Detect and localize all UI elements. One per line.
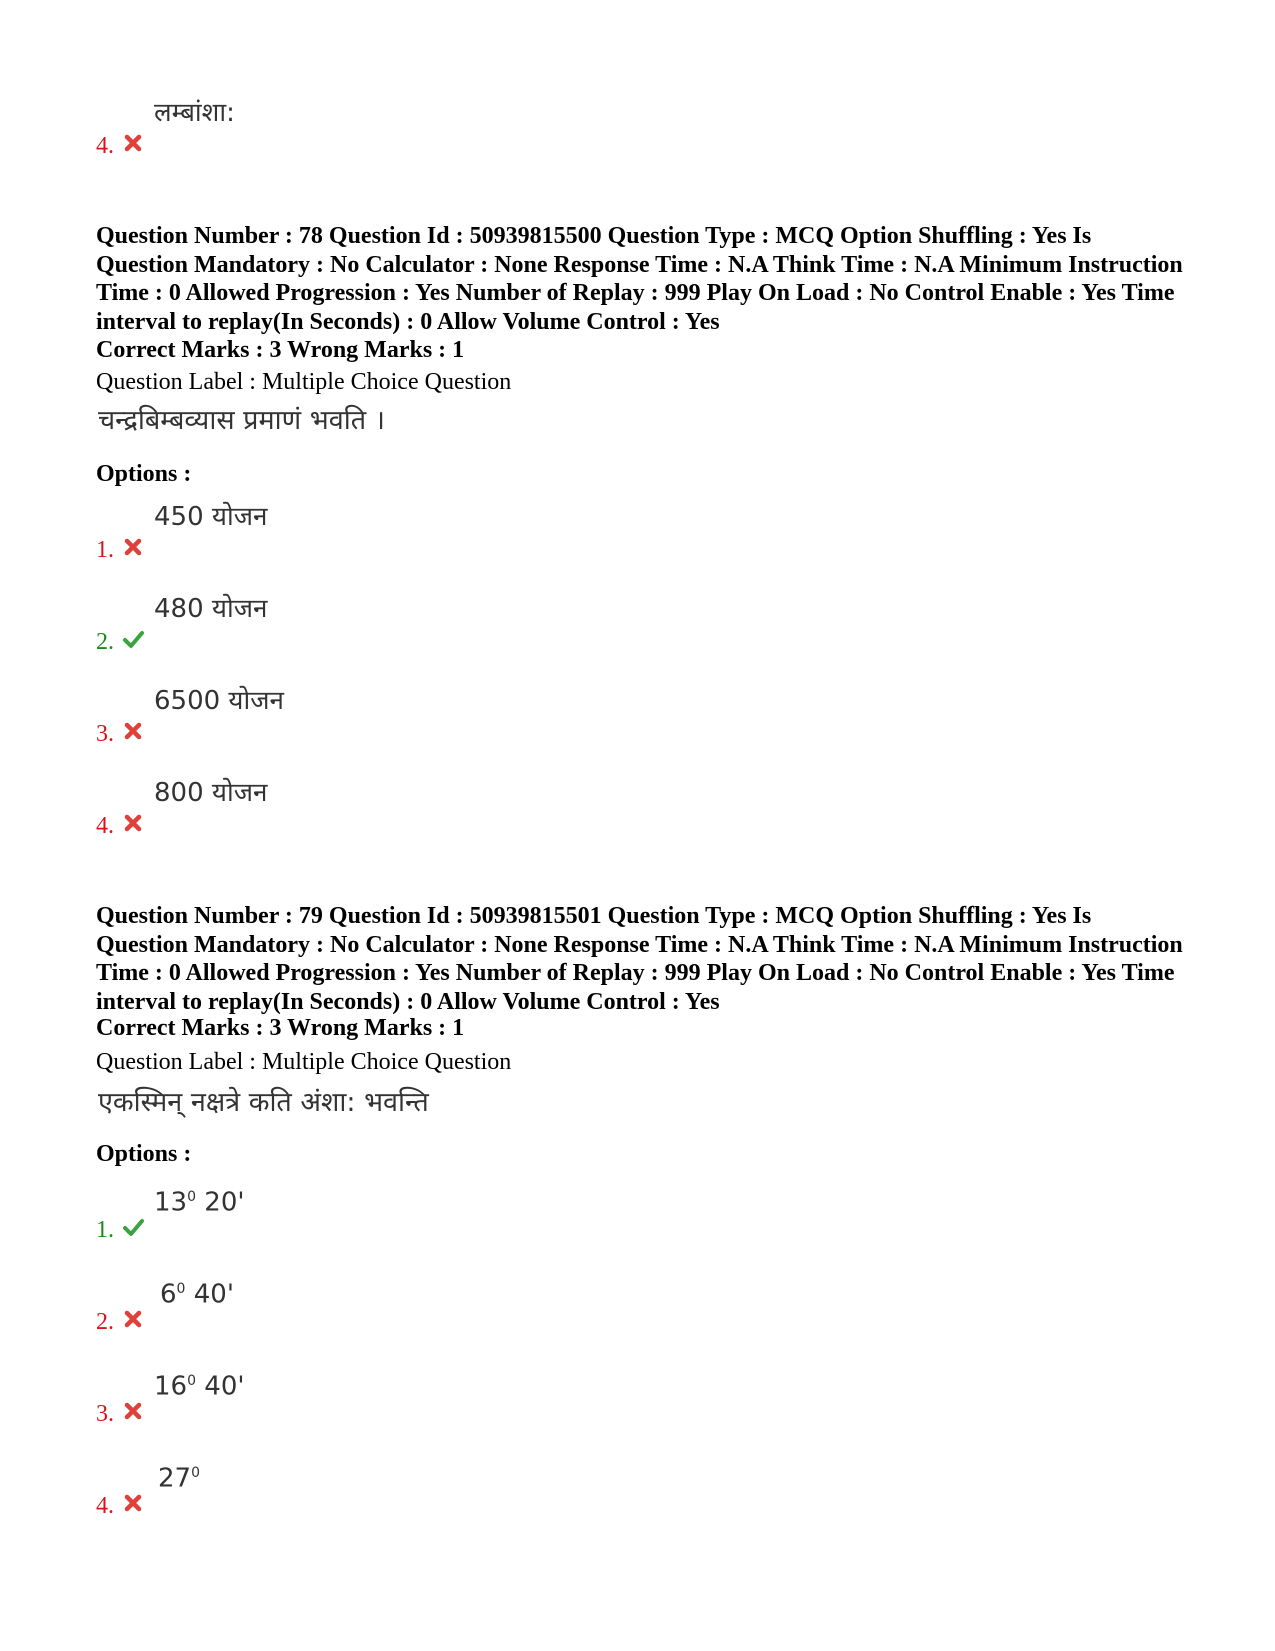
question-text: एकस्मिन् नक्षत्रे कति अंशा: भवन्ति bbox=[98, 1087, 429, 1118]
option-text: $16^0$ 40' bbox=[154, 1371, 245, 1402]
question-text: चन्द्रबिम्बव्यास प्रमाणं भवति । bbox=[98, 405, 385, 436]
cross-icon bbox=[122, 536, 144, 558]
option-number: 1. bbox=[96, 1217, 114, 1243]
cross-icon bbox=[122, 1400, 144, 1422]
question-label: Question Label : Multiple Choice Question bbox=[96, 1049, 512, 1075]
cross-icon bbox=[122, 1308, 144, 1330]
option-number: 4. bbox=[96, 133, 114, 159]
option-number: 3. bbox=[96, 1401, 114, 1427]
question-marks: Correct Marks : 3 Wrong Marks : 1 bbox=[96, 337, 465, 363]
option-row bbox=[96, 1274, 696, 1334]
option-text: लम्बांशा: bbox=[154, 98, 235, 128]
question-meta: Question Number : 79 Question Id : 50939815501 Question Type : MCQ Option Shuffling : Yes Is Question Mandatory : No Calculator : None Response Time : N.A Think Time : N.A Minimum Instruction Time : 0 Allowed Progression : Yes Number of Replay : 999 Play On Load : No Control Enable : Yes Time interval to replay(In Seconds) : 0 Allow Volume Control : Yes bbox=[96, 903, 1183, 1015]
option-row bbox=[96, 502, 696, 562]
cross-icon bbox=[122, 812, 144, 834]
question-label: Question Label : Multiple Choice Question bbox=[96, 369, 512, 395]
option-text: 800 योजन bbox=[154, 778, 268, 808]
question-meta: Question Number : 78 Question Id : 50939815500 Question Type : MCQ Option Shuffling : Yes Is Question Mandatory : No Calculator : None Response Time : N.A Think Time : N.A Minimum Instruction Time : 0 Allowed Progression : Yes Number of Replay : 999 Play On Load : No Control Enable : Yes Time interval to replay(In Seconds) : 0 Allow Volume Control : Yes bbox=[96, 223, 1183, 335]
check-icon bbox=[122, 1216, 144, 1238]
option-number: 3. bbox=[96, 721, 114, 747]
options-heading: Options : bbox=[96, 461, 192, 487]
option-text: $13^0$ 20' bbox=[154, 1187, 245, 1218]
option-row bbox=[96, 1458, 696, 1518]
question-marks: Correct Marks : 3 Wrong Marks : 1 bbox=[96, 1015, 465, 1041]
option-row bbox=[96, 594, 696, 654]
option-text: 6500 योजन bbox=[154, 686, 284, 716]
cross-icon bbox=[122, 1492, 144, 1514]
option-text: $6^0$ 40' bbox=[160, 1279, 234, 1310]
option-number: 4. bbox=[96, 813, 114, 839]
option-row bbox=[96, 1366, 696, 1426]
cross-icon bbox=[122, 132, 144, 154]
options-heading: Options : bbox=[96, 1141, 192, 1167]
option-row bbox=[96, 98, 696, 158]
option-number: 1. bbox=[96, 537, 114, 563]
option-row bbox=[96, 778, 696, 838]
option-number: 2. bbox=[96, 1309, 114, 1335]
option-row bbox=[96, 1182, 696, 1242]
option-number: 2. bbox=[96, 629, 114, 655]
option-text: $27^0$ bbox=[158, 1463, 201, 1494]
option-text: 480 योजन bbox=[154, 594, 268, 624]
option-number: 4. bbox=[96, 1493, 114, 1519]
cross-icon bbox=[122, 720, 144, 742]
option-text: 450 योजन bbox=[154, 502, 268, 532]
check-icon bbox=[122, 628, 144, 650]
option-row bbox=[96, 686, 696, 746]
